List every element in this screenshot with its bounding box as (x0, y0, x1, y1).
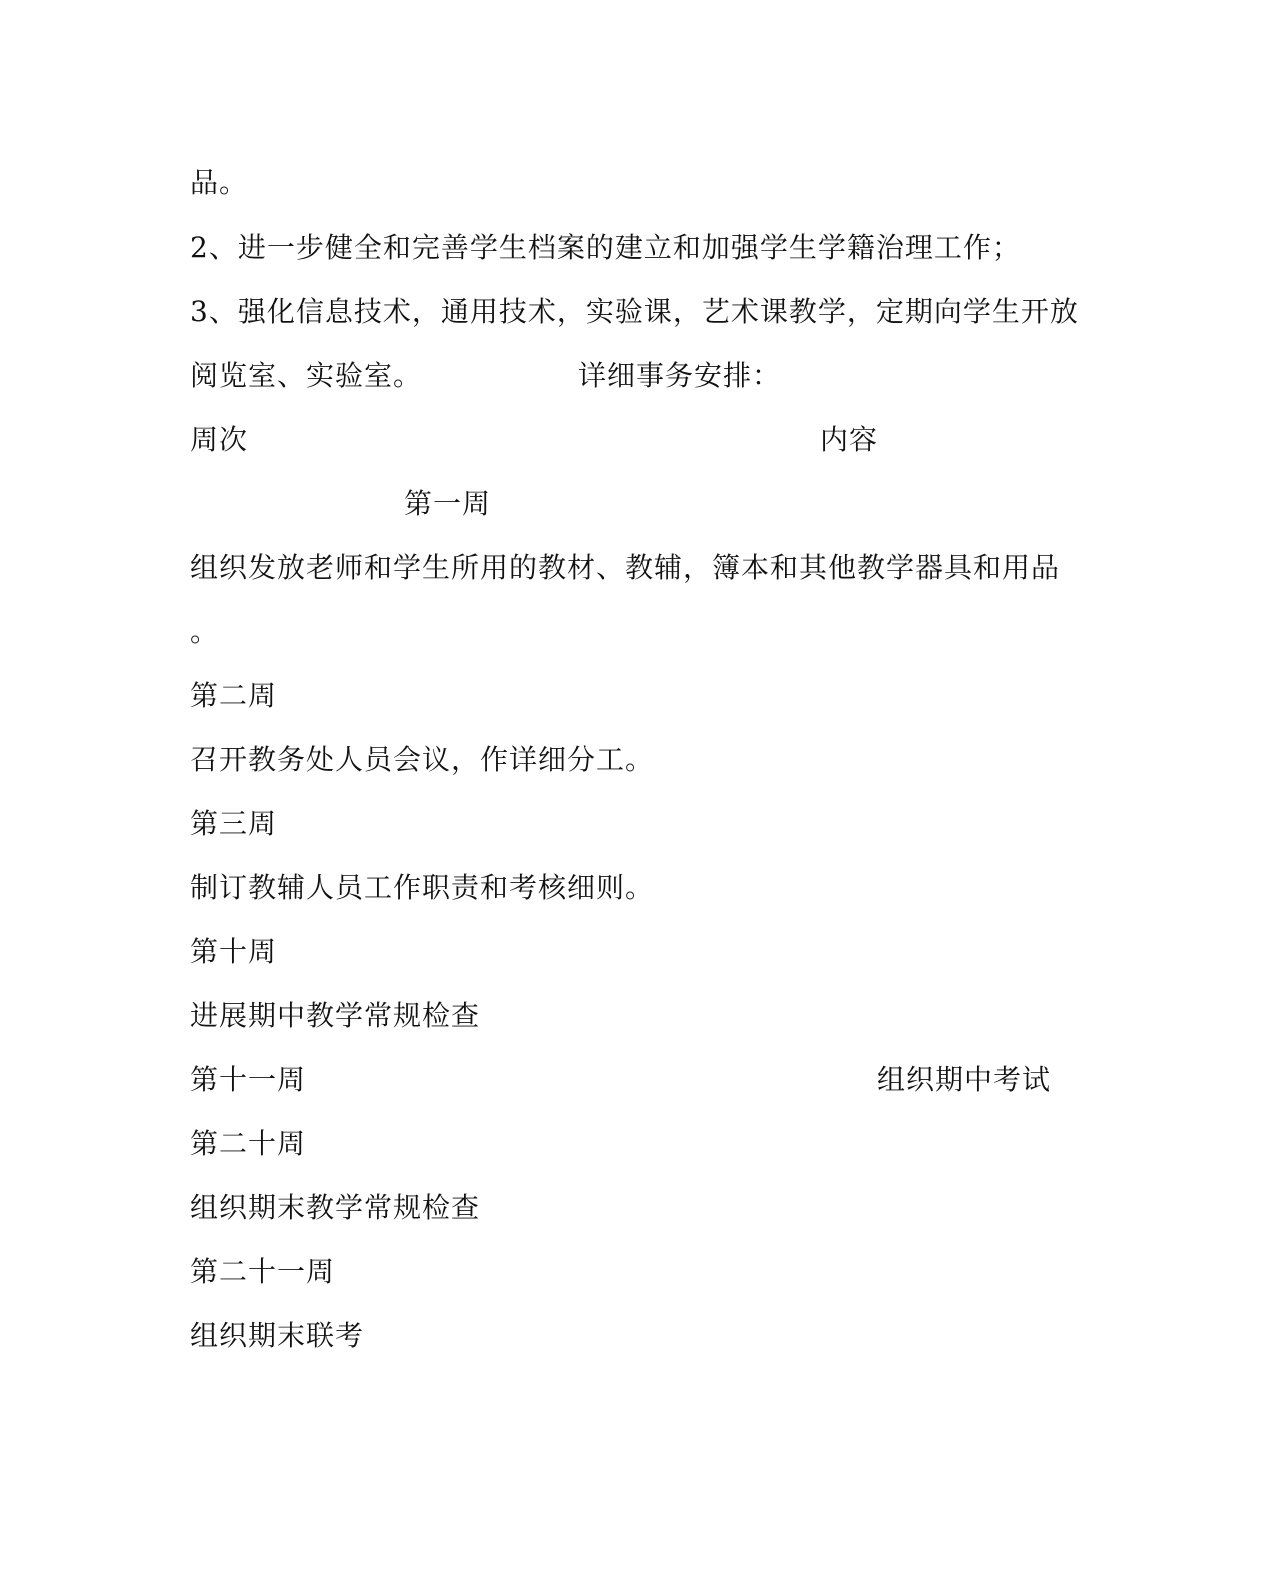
schedule-content: 召开教务处人员会议，作详细分工。 (190, 743, 655, 776)
schedule-content: 组织发放老师和学生所用的教材、教辅，簿本和其他教学器具和用品 (190, 551, 1061, 584)
schedule-content: 制订教辅人员工作职责和考核细则。 (190, 871, 655, 904)
schedule-content: 进展期中教学常规检查 (190, 999, 481, 1032)
schedule-content: 组织期末教学常规检查 (190, 1191, 481, 1224)
schedule-week: 第二周 (190, 679, 278, 712)
schedule-content: 组织期末联考 (190, 1319, 365, 1352)
schedule-content: 组织期中考试 (877, 1063, 1052, 1096)
schedule-week: 第十一周 (190, 1063, 307, 1096)
paragraph-line: 3、强化信息技术，通用技术，实验课，艺术课教学，定期向学生开放 (190, 295, 1079, 328)
schedule-week: 第一周 (404, 487, 492, 520)
schedule-intro: 详细事务安排： (578, 359, 782, 392)
schedule-week: 第二十一周 (190, 1255, 336, 1288)
paragraph-line: 2、进一步健全和完善学生档案的建立和加强学生学籍治理工作； (190, 231, 1021, 264)
schedule-header-content: 内容 (820, 423, 879, 456)
schedule-week: 第十周 (190, 935, 278, 968)
schedule-content-tail: 。 (190, 615, 220, 648)
paragraph-line: 阅览室、实验室。 (190, 359, 423, 392)
paragraph-line: 品。 (190, 166, 249, 199)
schedule-header-week: 周次 (190, 423, 249, 456)
schedule-week: 第二十周 (190, 1127, 307, 1160)
schedule-week: 第三周 (190, 807, 278, 840)
